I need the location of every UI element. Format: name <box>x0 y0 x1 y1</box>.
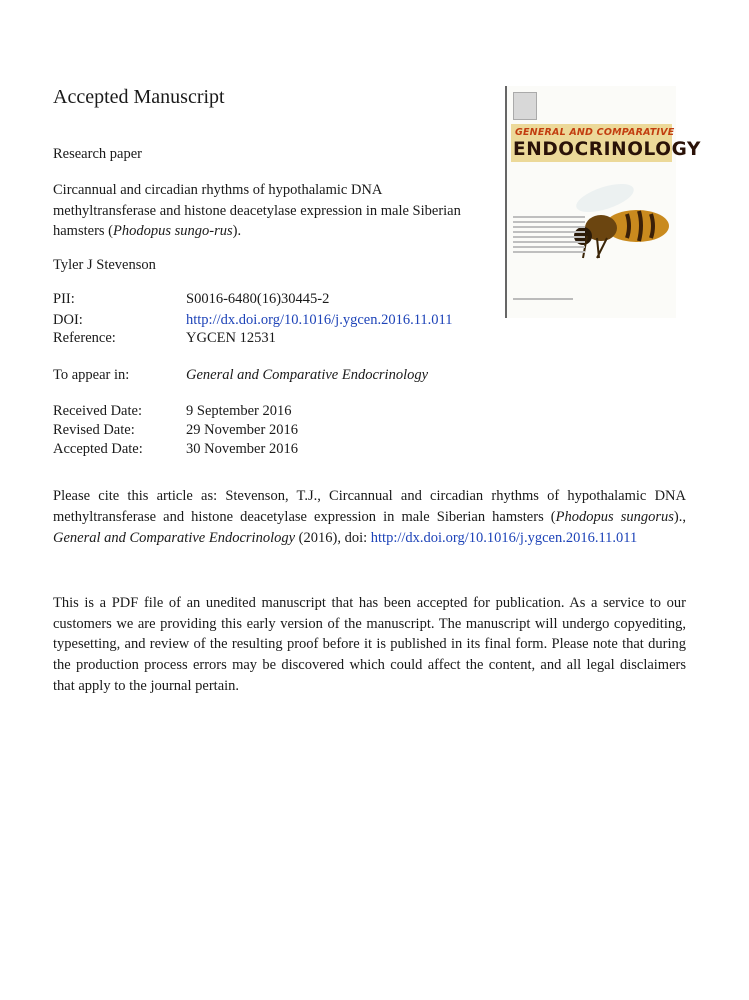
publisher-logo-icon <box>513 92 537 120</box>
pii-value: S0016-6480(16)30445-2 <box>186 291 330 307</box>
journal-cover-image <box>505 86 701 318</box>
article-title: Circannual and circadian rhythms of hypothalamic DNA methyltransferase and histone deacetylase expression in male Siberian hamsters (Phodopus sungo-rus). <box>53 182 461 239</box>
doi-label: DOI: <box>53 312 83 328</box>
article-author: Tyler J Stevenson <box>53 257 156 273</box>
article-type: Research paper <box>53 146 142 162</box>
accepted-date-label: Accepted Date: <box>53 441 143 457</box>
revised-date-value: 29 November 2016 <box>186 422 298 438</box>
revised-date-label: Revised Date: <box>53 422 135 438</box>
doi-link[interactable]: http://dx.doi.org/10.1016/j.ygcen.2016.11.011 <box>186 312 453 328</box>
appear-value: General and Comparative Endocrinology <box>186 367 429 383</box>
pii-label: PII: <box>53 291 75 307</box>
received-date-value: 9 September 2016 <box>186 403 292 419</box>
cover-text-lines <box>513 216 585 256</box>
received-date-label: Received Date: <box>53 403 142 419</box>
disclaimer-paragraph: This is a PDF file of an unedited manuscript that has been accepted for publication. As a service to our customers we are providing this early version of the manuscript. The manuscript will undergo copyediting, typesetting, and review of the resulting proof before it is published in its final form. Please note that during the production process errors may be discovered which could affect the content, and all legal disclaimers that apply to the journal pertain. <box>53 595 686 694</box>
reference-value: YGCEN 12531 <box>186 330 276 346</box>
citation-paragraph: Please cite this article as: Stevenson, T.J., Circannual and circadian rhythms of hypothalamic DNA methyltransferase and histone deacetylase expression in male Siberian hamsters (Phodopus sungorus)., General and Comparative Endocrinology (2016), doi: http://dx.doi.org/10.1016/j.ygcen.2016.11.011 <box>53 488 686 546</box>
appear-label: To appear in: <box>53 367 130 383</box>
cover-journal-name-line2: ENDOCRINOLOGY <box>513 139 701 160</box>
cover-footer-line <box>513 298 573 300</box>
page-heading: Accepted Manuscript <box>53 86 225 108</box>
reference-label: Reference: <box>53 330 116 346</box>
cover-journal-name-line1: GENERAL AND COMPARATIVE <box>515 127 675 138</box>
accepted-date-value: 30 November 2016 <box>186 441 298 457</box>
citation-doi-link[interactable]: http://dx.doi.org/10.1016/j.ygcen.2016.11.011 <box>370 530 638 546</box>
